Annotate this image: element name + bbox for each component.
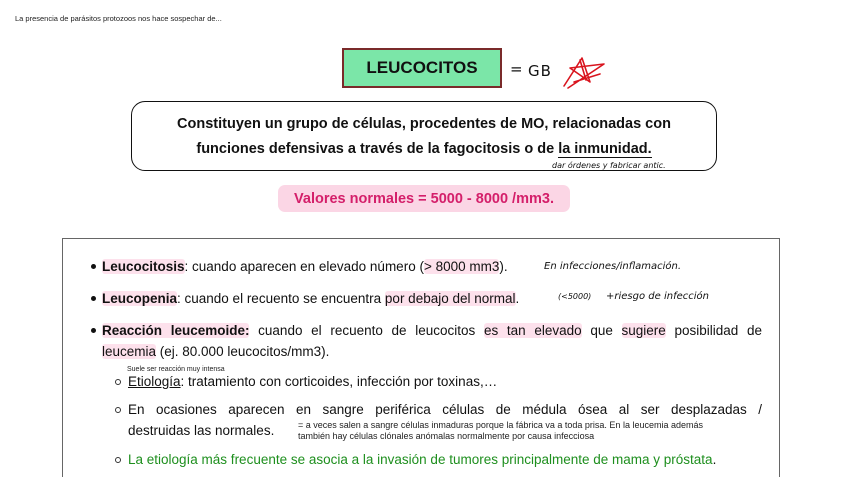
red-scribble-icon xyxy=(560,52,612,92)
list-item-leucemoide xyxy=(102,320,762,341)
sub-bullet-ring xyxy=(115,407,121,413)
frecuente-end: . xyxy=(712,452,717,467)
bullet-dot xyxy=(91,328,96,333)
sub-note: Suele ser reacción muy intensa xyxy=(127,366,225,373)
etiologia-text: : tratamiento con corticoides, infección por toxinas,… xyxy=(180,374,498,389)
sub-bullet-ring xyxy=(115,379,121,385)
leucocitosis-highlight: > 8000 mm3 xyxy=(423,259,500,274)
term-leucopenia: Leucopenia xyxy=(102,291,178,306)
handwritten-leucocitosis-note: En infecciones/inflamación. xyxy=(544,261,682,272)
definition-underlined: la inmunidad. xyxy=(558,141,652,157)
leucemoide-text-b: que xyxy=(581,323,622,338)
leucopenia-text-b: . xyxy=(515,291,520,306)
leucocitosis-text-a: : cuando aparecen en elevado número ( xyxy=(184,259,424,274)
handwritten-leucopenia-range: (<5000) xyxy=(558,292,592,301)
title-text: LEUCOCITOS xyxy=(366,58,478,77)
list-item-ocasiones: En ocasiones aparecen en sangre periférica células de médula ósea al ser desplazadas / xyxy=(128,402,762,417)
leucemoide-highlight-1: es tan elevado xyxy=(483,323,582,338)
bullet-dot xyxy=(91,264,96,269)
bullet-dot xyxy=(91,296,96,301)
leucopenia-text-a: : cuando el recuento se encuentra xyxy=(177,291,385,306)
frecuente-text: La etiología más frecuente se asocia a la invasión de tumores principalmente de mama y próstata xyxy=(128,452,713,467)
list-item-ocasiones-cont: destruidas las normales. xyxy=(128,423,275,438)
definition-line-2-text: funciones defensivas a través de la fagocitosis o de xyxy=(196,141,559,157)
handwritten-gb: GB xyxy=(528,62,552,80)
leucopenia-highlight: por debajo del normal xyxy=(384,291,516,306)
handwritten-definition-note: dar órdenes y fabricar antic. xyxy=(552,161,666,170)
normal-values-text: Valores normales = 5000 - 8000 /mm3. xyxy=(294,190,554,207)
side-note-line-2: también hay células clónales anómalas normalmente por causa infecciosa xyxy=(298,431,595,441)
leucemoide-highlight-2: sugiere xyxy=(621,323,666,338)
term-leucocitosis: Leucocitosis xyxy=(102,259,185,274)
title-box xyxy=(342,48,502,88)
list-item-leucocitosis xyxy=(102,256,508,277)
sub-bullet-ring xyxy=(115,457,121,463)
handwritten-equals: = xyxy=(510,60,523,78)
leucemoide-text-a: cuando el recuento de leucocitos xyxy=(249,323,484,338)
list-item-leucopenia xyxy=(102,288,519,309)
leucemoide-text-d: (ej. 80.000 leucocitos/mm3). xyxy=(156,344,330,359)
term-leucemoide: Reacción leucemoide: xyxy=(102,323,250,338)
normal-values-badge xyxy=(278,185,570,212)
handwritten-leucopenia-note: +riesgo de infección xyxy=(606,291,709,302)
side-note-line-1: = a veces salen a sangre células inmaduras porque la fábrica va a toda prisa. En la leucemia además xyxy=(298,420,703,430)
leucemoide-highlight-3: leucemia xyxy=(102,344,157,359)
list-item-etiologia xyxy=(128,371,497,392)
etiologia-label: Etiología xyxy=(128,374,181,389)
list-item-leucemoide-cont xyxy=(102,341,329,362)
leucemoide-text-c: posibilidad de xyxy=(665,323,762,338)
top-note: La presencia de parásitos protozoos nos hace sospechar de... xyxy=(15,14,222,23)
leucocitosis-text-b: ). xyxy=(499,259,508,274)
side-note xyxy=(298,420,703,442)
list-item-frecuente xyxy=(128,449,716,470)
definition-line-1: Constituyen un grupo de células, procedentes de MO, relacionadas con xyxy=(177,116,671,132)
definition-line-2 xyxy=(132,137,716,162)
